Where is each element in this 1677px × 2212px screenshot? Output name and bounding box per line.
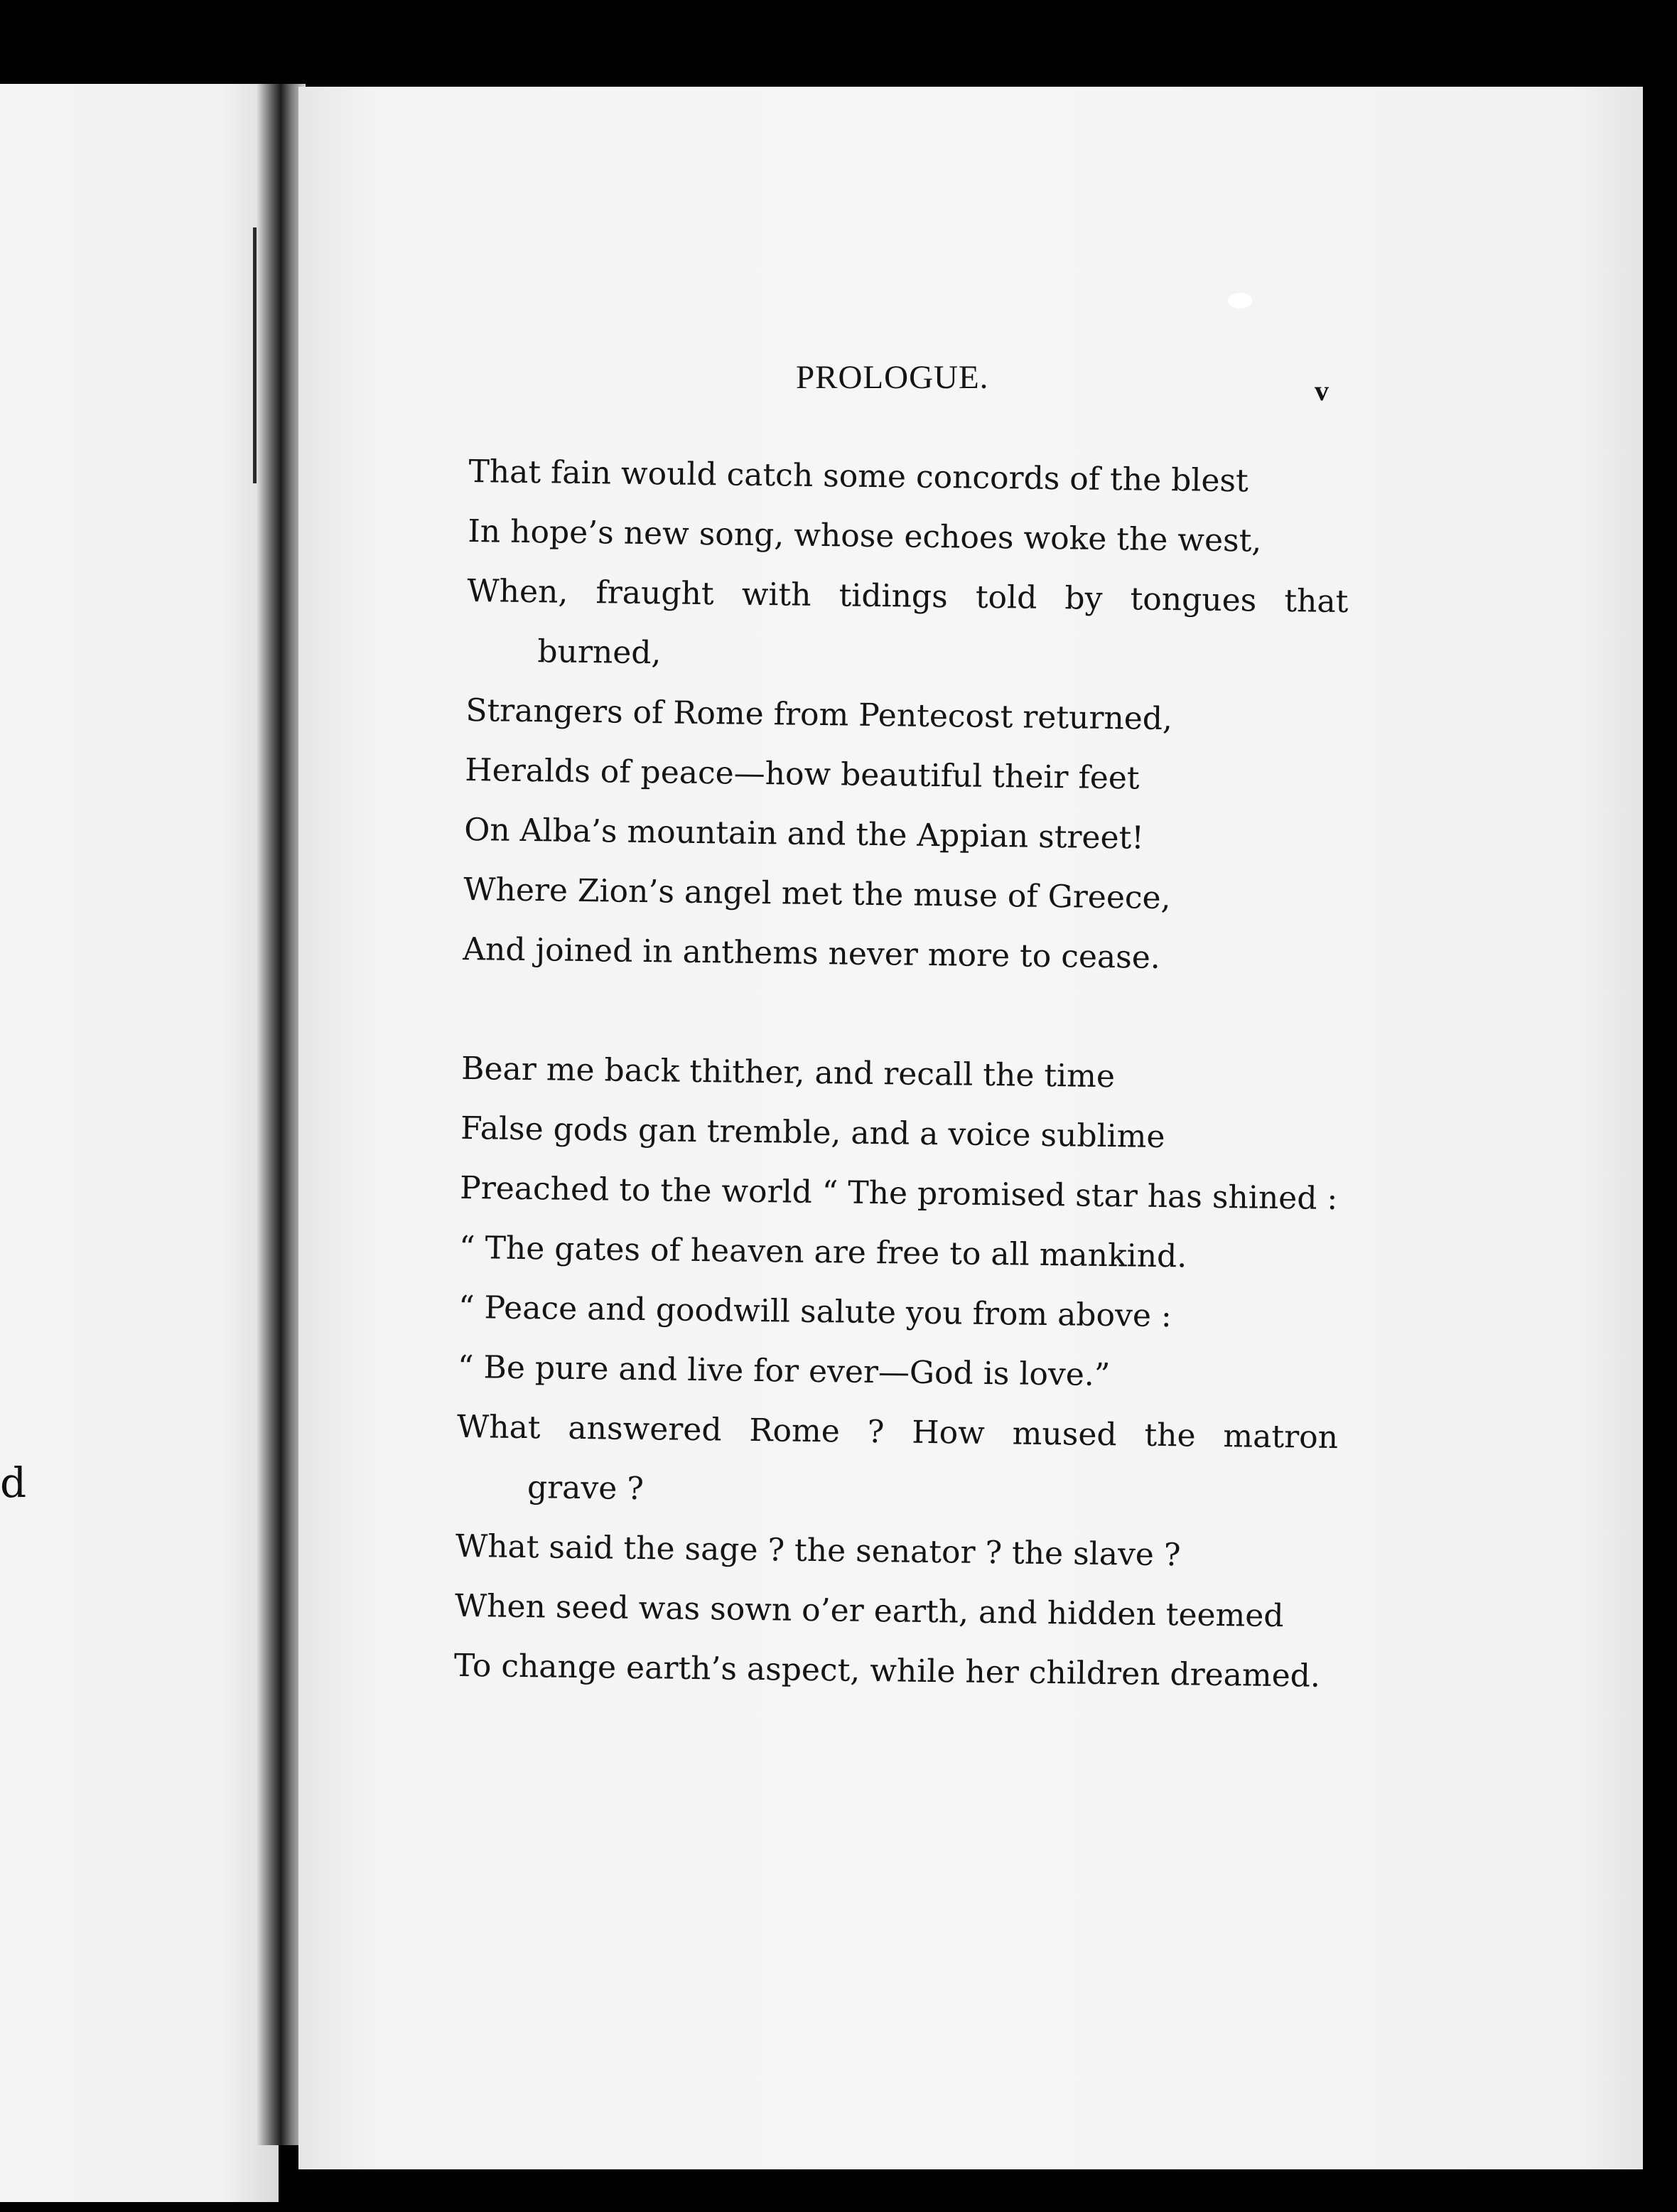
poem-line: In hope’s new song, whose echoes woke the west,	[468, 512, 1262, 559]
poem-line: On Alba’s mountain and the Appian street!	[464, 811, 1145, 857]
poem-line: When, fraught with tidings told by tongues that	[467, 572, 1349, 621]
poem-line: And joined in anthems never more to cease.	[462, 930, 1161, 976]
poem-line: When seed was sown o’er earth, and hidden teemed	[454, 1587, 1284, 1635]
stanza-2	[453, 1039, 1342, 1707]
poem-line: Strangers of Rome from Pentecost returned,	[465, 692, 1173, 738]
left-page	[0, 84, 279, 2202]
running-head: PROLOGUE.	[796, 359, 989, 396]
poem-line: False gods gan tremble, and a voice sublime	[460, 1110, 1165, 1156]
poem-line: What answered Rome ? How mused the matron	[456, 1408, 1339, 1456]
poem-line: Bear me back thither, and recall the time	[460, 1050, 1116, 1095]
gutter-edge-mark	[253, 227, 257, 483]
poem-line-continuation: burned,	[537, 633, 662, 672]
poem-line: “ The gates of heaven are free to all mankind.	[458, 1229, 1187, 1275]
poem-line: “ Be pure and live for ever—God is love.”	[457, 1348, 1111, 1394]
poem-line: “ Peace and goodwill salute you from above :	[458, 1289, 1172, 1335]
paper-speck	[1228, 293, 1252, 308]
stanza-1	[463, 442, 1350, 990]
left-page-margin-fragment: d	[0, 1459, 27, 1507]
poem-line: Preached to the world “ The promised star has shined :	[459, 1169, 1338, 1218]
poem-line: Heralds of peace—how beautiful their feet	[465, 751, 1140, 797]
poem-text	[453, 442, 1349, 1707]
poem-line: That fain would catch some concords of the blest	[468, 453, 1249, 500]
poem-line: To change earth’s aspect, while her children dreamed.	[453, 1647, 1321, 1695]
poem-line: Where Zion’s angel met the muse of Greece,	[463, 871, 1171, 917]
poem-line-continuation: grave ?	[527, 1469, 645, 1508]
poem-line: What said the sage ? the senator ? the slave ?	[455, 1528, 1181, 1574]
page-number: v	[1315, 375, 1329, 407]
